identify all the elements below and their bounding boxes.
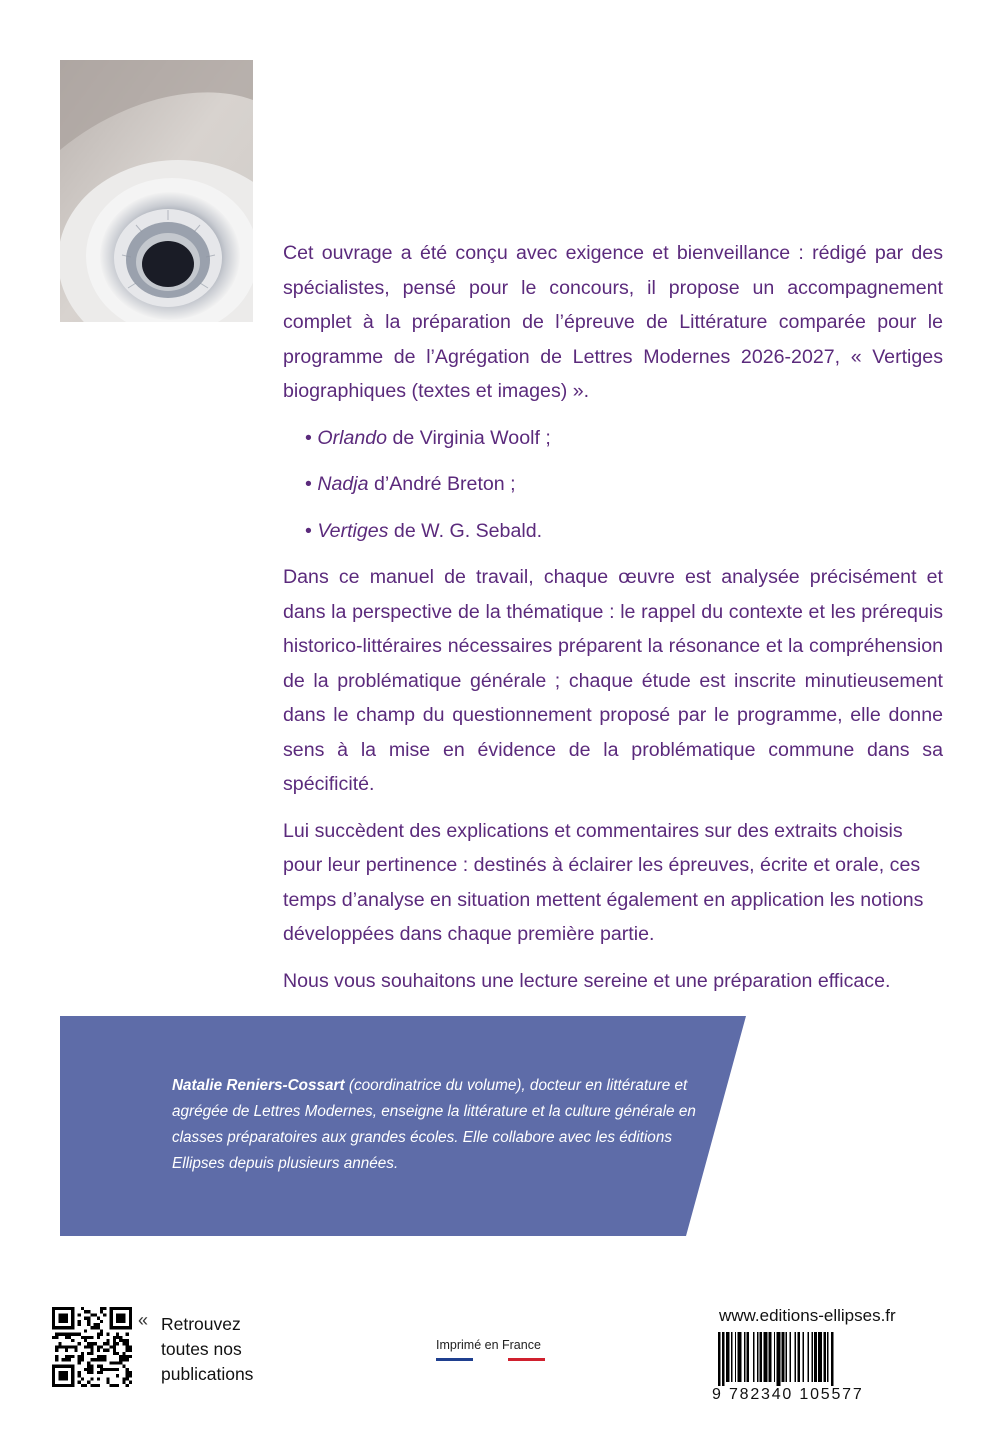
- work-title: Nadja: [317, 473, 369, 495]
- spiral-staircase-image: [60, 60, 253, 322]
- work-author: d’André Breton ;: [368, 473, 516, 495]
- printed-in-france-label: Imprimé en France: [436, 1338, 541, 1352]
- french-flag-red-icon: [508, 1358, 545, 1361]
- author-bio: [172, 1073, 712, 1177]
- back-cover-description: [283, 236, 943, 1010]
- bullet-marker: •: [305, 473, 312, 495]
- author-name: Natalie Reniers-Cossart: [172, 1077, 345, 1094]
- chevron-left-icon: «: [138, 1310, 149, 1330]
- work-author: de W. G. Sebald.: [388, 519, 543, 542]
- bullet-marker: •: [305, 426, 312, 449]
- publisher-website-link[interactable]: www.editions-ellipses.fr: [719, 1306, 896, 1325]
- qr-code-icon[interactable]: [52, 1307, 132, 1387]
- french-flag-blue-icon: [436, 1358, 473, 1361]
- bullet-marker: •: [305, 519, 312, 542]
- work-title: Vertiges: [317, 519, 389, 542]
- author-bio-text: (coordinatrice du volume), docteur en littérature et agrégée de Lettres Modernes, enseigne la littérature et la culture générale en classes préparatoires aux grandes écoles. Elle collabore avec les éditions Ellipses depuis plusieurs années.: [172, 1077, 696, 1172]
- list-item: [305, 514, 943, 549]
- work-author: de Virginia Woolf ;: [387, 426, 551, 449]
- intro-paragraph: Cet ouvrage a été conçu avec exigence et bienveillance : rédigé par des spécialistes, pensé pour le concours, il propose un accompagnement complet à la préparation de l’épreuve de Littérature comparée pour le programme de l’Agrégation de Lettres Modernes 2026-2027, « Vertiges biographiques (textes et images) ».: [283, 242, 943, 402]
- isbn-digits: 9 782340 105577: [712, 1386, 864, 1403]
- publications-promo: [161, 1312, 253, 1387]
- promo-line: toutes nos: [161, 1339, 242, 1359]
- method-paragraph: Dans ce manuel de travail, chaque œuvre est analysée précisément et dans la perspective de la thématique : le rappel du contexte et les prérequis historico-littéraires nécessaires préparent la résonance et la compréhension de la problématique générale ; chaque étude est inscrite minutieusement dans le champ du questionnement proposé par le programme, elle donne sens à la mise en évidence de la problématique commune dans sa spécificité.: [283, 566, 943, 795]
- author-bio-box: [60, 1016, 746, 1236]
- cover-photo-spiral-staircase: [60, 60, 253, 322]
- closing-paragraph: Nous vous souhaitons une lecture sereine et une préparation efficace.: [283, 969, 891, 992]
- work-title: Orlando: [317, 426, 388, 449]
- list-item: [305, 421, 943, 456]
- promo-line: Retrouvez: [161, 1314, 241, 1334]
- list-item: [305, 467, 943, 502]
- promo-line: publications: [161, 1364, 254, 1384]
- exercises-paragraph: Lui succèdent des explications et commentaires sur des extraits choisis pour leur pertinence : destinés à éclairer les épreuves, écrite et orale, ces temps d’analyse en situation mettent également en application les notions développées dans chaque première partie.: [283, 819, 924, 945]
- barcode-icon: [712, 1332, 908, 1386]
- works-list: [305, 421, 943, 549]
